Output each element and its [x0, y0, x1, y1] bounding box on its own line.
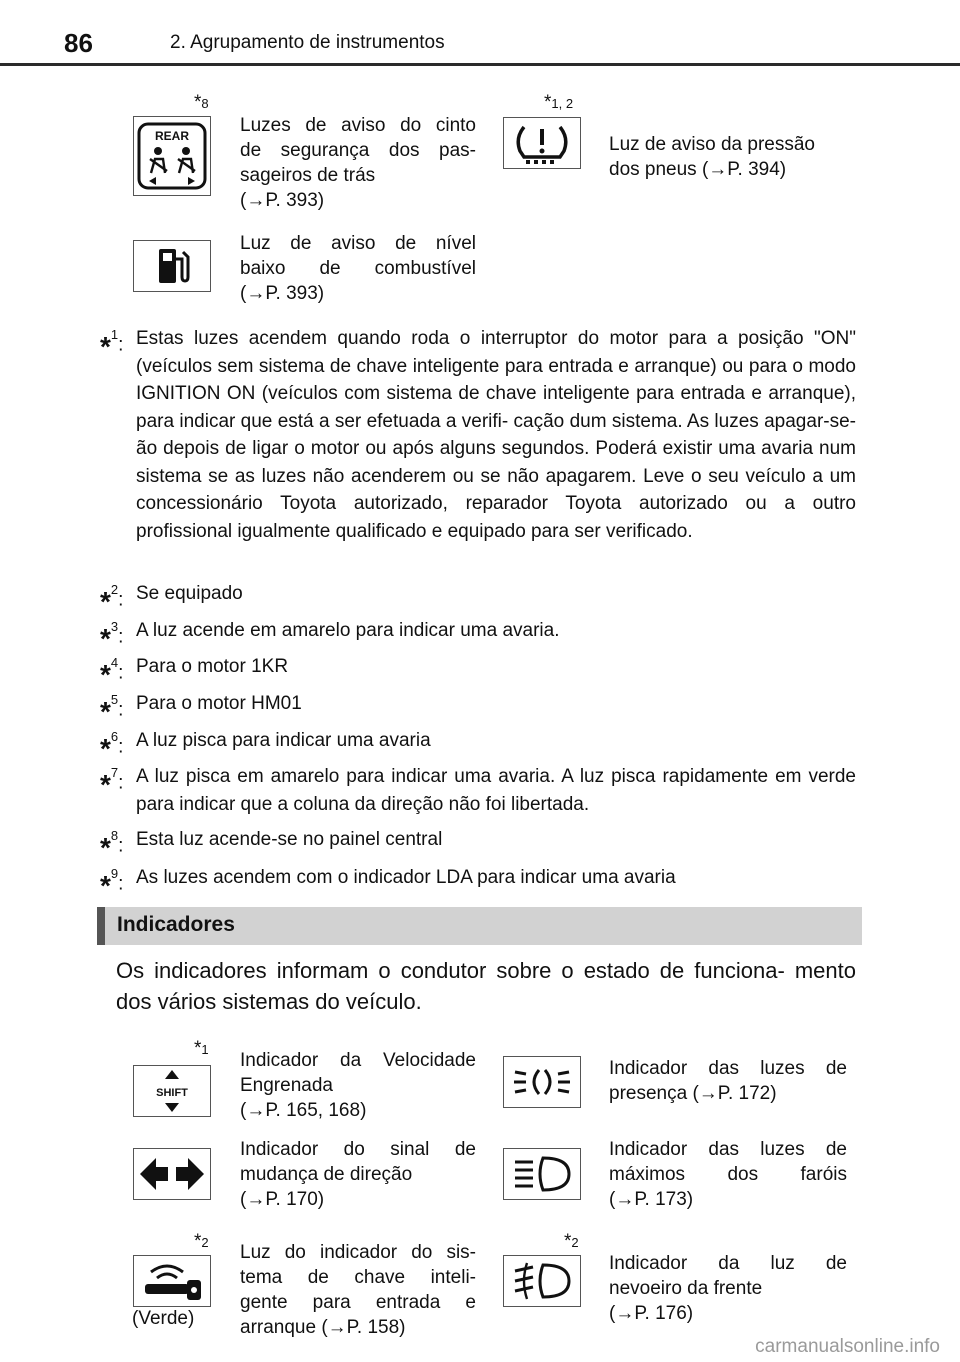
- footnote-marker: *$^6$:: [100, 729, 124, 765]
- footnote-9: *$^9$: As luzes acendem com o indicador LDA para indicar uma avaria: [100, 866, 676, 902]
- low-fuel-warning-description: Luz de aviso de nível baixo de combustível (→P. 393): [240, 233, 476, 304]
- header-divider: [0, 63, 960, 66]
- footnote-1: *$^1$: Estas luzes acendem quando roda o interruptor do motor para a posição "ON" (veículos sem sistema de chave inteligente para entrada e arranque) ou para o modo IGNITION ON (veículos com sistema de chave inteligente para entrada e arranque), para indicar que está a ser efetuada a verifi- cação dum sistema. As luzes apagar-se-ão depois de ligar o motor ou após alguns segundos. Poderá existir uma avaria num sistema se as luzes não acenderem ou se não apagarem. Leve o seu veículo a um concessionário Toyota autorizado, reparador Toyota autorizado ou a outro profissional igualmente qualificado e equipado para ser verificado.: [100, 327, 856, 542]
- tire-pressure-warning-description: Luz de aviso da pressão dos pneus (→P. 394): [609, 134, 815, 180]
- smart-key-indicator-description: Luz do indicador do sis- tema de chave inteli- gente para entrada e arranque (→P. 158): [240, 1242, 476, 1338]
- smart-key-indicator-icon: [133, 1255, 211, 1307]
- parking-lights-indicator-description: Indicador das luzes de presença (→P. 172): [609, 1058, 847, 1104]
- chapter-title: 2. Agrupamento de instrumentos: [170, 32, 445, 53]
- svg-text:SHIFT: SHIFT: [156, 1087, 188, 1099]
- footnote-marker: *$^8$:: [100, 828, 124, 864]
- footnote-8: *$^8$: Esta luz acende-se no painel central: [100, 828, 443, 864]
- footnote-4: *$^4$: Para o motor 1KR: [100, 655, 289, 691]
- footnote-marker: *$^9$:: [100, 866, 124, 902]
- rear-seatbelt-warning-description: Luzes de aviso do cinto de segurança dos pas- sageiros de trás (→P. 393): [240, 115, 476, 211]
- footnote-marker: *$^5$:: [100, 692, 124, 728]
- footnote-marker: *2: [564, 1231, 579, 1252]
- intro-paragraph: Os indicadores informam o condutor sobre o estado de funciona- mento dos vários sistemas do veículo.: [116, 958, 856, 1014]
- footnote-7: *$^7$: A luz pisca em amarelo para indicar uma avaria. A luz pisca rapidamente em verde para indicar que a coluna da direção não foi libertada.: [100, 765, 856, 815]
- smart-key-caption: (Verde): [132, 1308, 195, 1329]
- high-beam-indicator-icon: [503, 1148, 581, 1200]
- footnote-marker: *2: [194, 1231, 209, 1252]
- tire-pressure-warning-icon: [503, 117, 581, 169]
- section-title: Indicadores: [117, 913, 235, 936]
- parking-lights-indicator-icon: [503, 1056, 581, 1108]
- turn-signal-indicator-description: Indicador do sinal de mudança de direção (→P. 170): [240, 1139, 476, 1210]
- footnote-marker: *$^4$:: [100, 655, 124, 691]
- shift-indicator-description: Indicador da Velocidade Engrenada (→P. 165, 168): [240, 1050, 476, 1121]
- high-beam-indicator-description: Indicador das luzes de máximos dos faróis (→P. 173): [609, 1139, 847, 1210]
- footnote-5: *$^5$: Para o motor HM01: [100, 692, 302, 728]
- front-fog-light-indicator-icon: [503, 1255, 581, 1307]
- footnote-marker: *$^3$:: [100, 619, 124, 655]
- page-number: 86: [64, 28, 93, 58]
- footnote-marker: *8: [194, 92, 209, 113]
- section-header: [97, 907, 862, 945]
- footnote-marker: *$^2$:: [100, 582, 124, 618]
- watermark: carmanualsonline.info: [755, 1336, 940, 1357]
- footnote-3: *$^3$: A luz acende em amarelo para indicar uma avaria.: [100, 619, 560, 655]
- footnote-marker: *$^1$:: [100, 327, 124, 363]
- rear-seatbelt-warning-icon: [133, 116, 211, 196]
- footnote-marker: *1, 2: [544, 92, 574, 113]
- shift-indicator-icon: [133, 1065, 211, 1117]
- low-fuel-warning-icon: [133, 240, 211, 292]
- footnote-2: *$^2$: Se equipado: [100, 582, 243, 618]
- footnote-marker: *1: [194, 1038, 209, 1059]
- turn-signal-indicator-icon: [133, 1148, 211, 1200]
- front-fog-light-indicator-description: Indicador da luz de nevoeiro da frente (→P. 176): [609, 1253, 847, 1324]
- footnote-6: *$^6$: A luz pisca para indicar uma avaria: [100, 729, 431, 765]
- svg-text:REAR: REAR: [154, 129, 190, 143]
- footnote-marker: *$^7$:: [100, 765, 124, 801]
